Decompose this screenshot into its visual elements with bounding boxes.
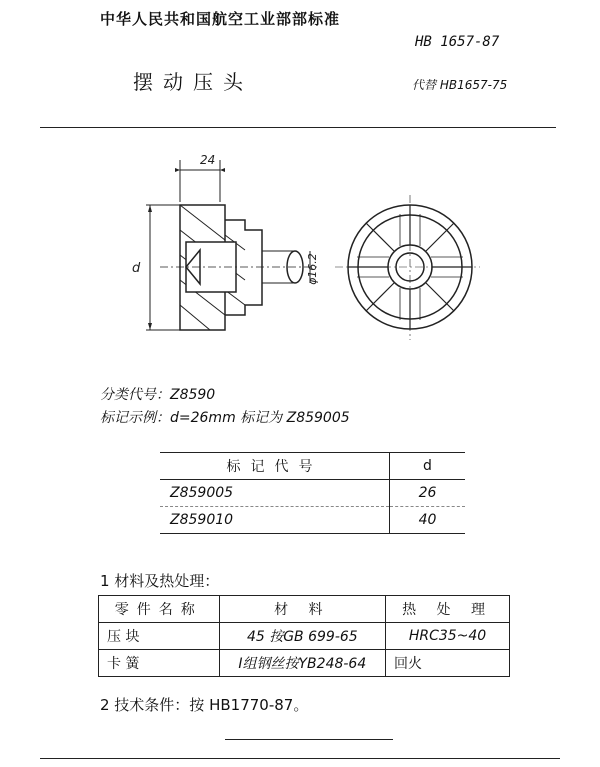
document-title: 摆动压头 [133, 70, 253, 94]
marking-d-cell: 40 [389, 507, 465, 534]
header-part-name: 零件名称 [99, 596, 220, 623]
footer-divider [40, 758, 560, 759]
organization-header: 中华人民共和国航空工业部部标准 [100, 10, 341, 28]
marking-code-cell: Z859010 [160, 507, 389, 534]
replaces-note: 代替 HB1657-75 [412, 78, 508, 92]
part-drawing [120, 150, 480, 340]
marking-example: 标记示例：d=26mm 标记为 Z859005 [100, 410, 350, 426]
dim-d-label: d [132, 261, 141, 276]
heat-treatment-cell: HRC35~40 [386, 623, 510, 650]
dim-phi-label: φ16.2 [306, 253, 319, 285]
marking-d-cell: 26 [389, 480, 465, 507]
material-cell: 45 按GB 699-65 [219, 623, 385, 650]
section-2-text: 2 技术条件：按 HB1770-87。 [100, 696, 309, 714]
marking-table-header [160, 453, 465, 480]
material-table-header [99, 596, 510, 623]
header-heat-treatment: 热 处 理 [386, 596, 510, 623]
table-row [160, 507, 465, 534]
end-divider [225, 739, 393, 740]
section-1-title: 1 材料及热处理： [100, 572, 220, 590]
end-view [335, 195, 480, 340]
dim-width-label: 24 [200, 153, 216, 167]
part-name-cell: 压 块 [99, 623, 220, 650]
marking-code-cell: Z859005 [160, 480, 389, 507]
heat-treatment-cell: 回火 [386, 650, 510, 677]
table-row [99, 650, 510, 677]
side-view [146, 160, 320, 330]
header-material: 材 料 [219, 596, 385, 623]
marking-header-code: 标记代号 [160, 453, 389, 480]
table-row [160, 480, 465, 507]
marking-table [160, 452, 465, 534]
material-table [98, 595, 510, 677]
table-row [99, 623, 510, 650]
marking-header-d: d [389, 453, 465, 480]
classification-code: 分类代号：Z8590 [100, 387, 216, 403]
standard-code: HB 1657-87 [415, 34, 500, 50]
header-divider [40, 127, 556, 128]
material-cell: Ⅰ组钢丝按YB248-64 [219, 650, 385, 677]
part-name-cell: 卡 簧 [99, 650, 220, 677]
